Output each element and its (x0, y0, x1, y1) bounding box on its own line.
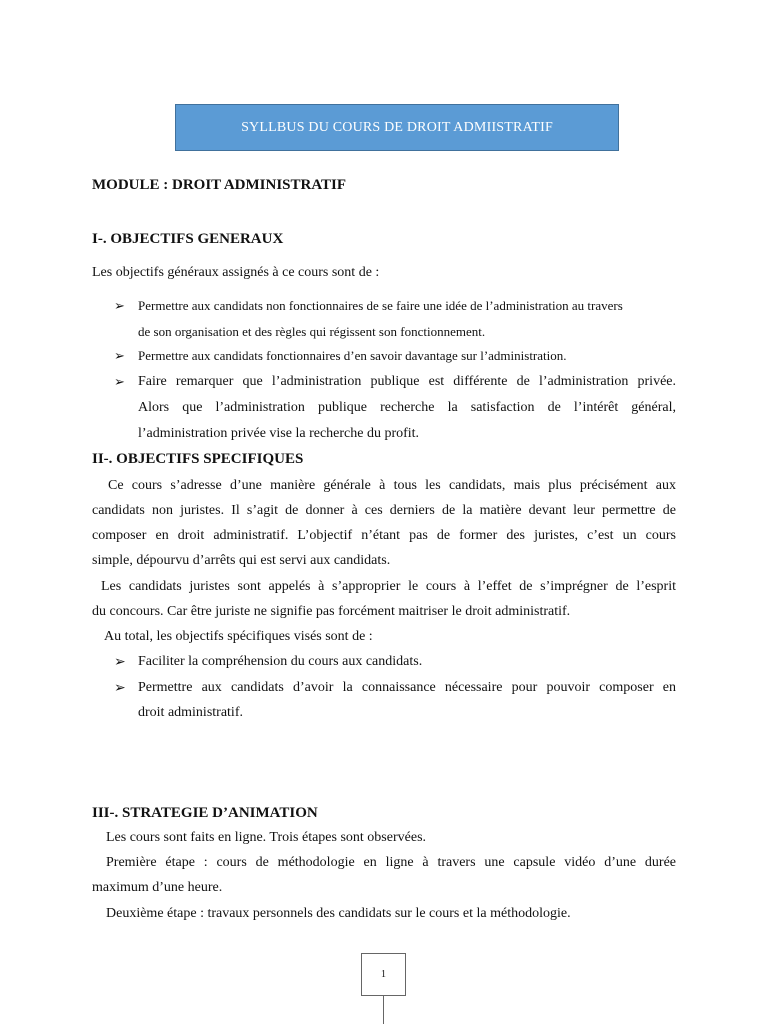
section-1-heading: I-. OBJECTIFS GENERAUX (92, 231, 284, 247)
s3-para-2-line-1: Première étape : cours de méthodologie en ligne à travers une capsule vidéo d’une durée (106, 855, 676, 870)
s1-bullet-3-line-3: l’administration privée vise la recherche du profit. (138, 426, 420, 441)
s2-para-2-line-2: du concours. Car être juriste ne signifie pas forcément maitriser le droit administratif. (92, 604, 571, 619)
s2-bullet-2-line-2: droit administratif. (138, 705, 243, 720)
section-2-heading: II-. OBJECTIFS SPECIFIQUES (92, 451, 304, 467)
page-number-box (361, 953, 406, 996)
bullet-icon: ➢ (114, 348, 125, 363)
syllabus-title-box (175, 104, 619, 151)
s2-para-1-line-1: Ce cours s’adresse d’une manière générale à tous les candidats, mais plus précisément aux (108, 478, 676, 493)
s3-para-3: Deuxième étape : travaux personnels des candidats sur le cours et la méthodologie. (106, 906, 571, 921)
s1-bullet-3-line-1: Faire remarquer que l’administration publique est différente de l’administration privée. (138, 374, 676, 389)
bullet-icon: ➢ (114, 681, 126, 696)
bullet-icon: ➢ (114, 374, 125, 389)
s1-bullet-1-line-2: de son organisation et des règles qui régissent son fonctionnement. (138, 324, 486, 339)
s3-para-2-line-2: maximum d’une heure. (92, 880, 223, 895)
section-3-heading: III-. STRATEGIE D’ANIMATION (92, 805, 318, 821)
s2-para-3: Au total, les objectifs spécifiques visés sont de : (104, 629, 373, 644)
module-heading: MODULE : DROIT ADMINISTRATIF (92, 177, 347, 193)
s2-para-1-line-3: composer en droit administratif. L’objectif n’étant pas de former des juristes, c’est un cours (92, 528, 676, 543)
s2-bullet-1: Faciliter la compréhension du cours aux candidats. (138, 654, 423, 669)
s2-para-1-line-4: simple, dépourvu d’arrêts qui est servi aux candidats. (92, 553, 391, 568)
s1-bullet-3-line-2: Alors que l’administration publique recherche la satisfaction de l’intérêt général, (138, 400, 676, 415)
page-number: 1 (381, 969, 386, 980)
page-number-connector-line (383, 996, 384, 1024)
s2-para-2-line-1: Les candidats juristes sont appelés à s’approprier le cours à l’effet de s’imprégner de l’esprit (101, 579, 676, 594)
syllabus-title: SYLLBUS DU COURS DE DROIT ADMIISTRATIF (241, 119, 553, 135)
bullet-icon: ➢ (114, 655, 126, 670)
s1-bullet-1-line-1: Permettre aux candidats non fonctionnaires de se faire une idée de l’administration au travers (138, 298, 623, 313)
section-1-intro: Les objectifs généraux assignés à ce cours sont de : (92, 265, 380, 280)
s3-para-1: Les cours sont faits en ligne. Trois étapes sont observées. (106, 830, 427, 845)
s1-bullet-2: Permettre aux candidats fonctionnaires d’en savoir davantage sur l’administration. (138, 348, 567, 363)
s2-para-1-line-2: candidats non juristes. Il s’agit de donner à ces derniers de la matière devant leur permettre de (92, 503, 676, 518)
s2-bullet-2-line-1: Permettre aux candidats d’avoir la connaissance nécessaire pour pouvoir composer en (138, 680, 676, 695)
bullet-icon: ➢ (114, 298, 125, 313)
